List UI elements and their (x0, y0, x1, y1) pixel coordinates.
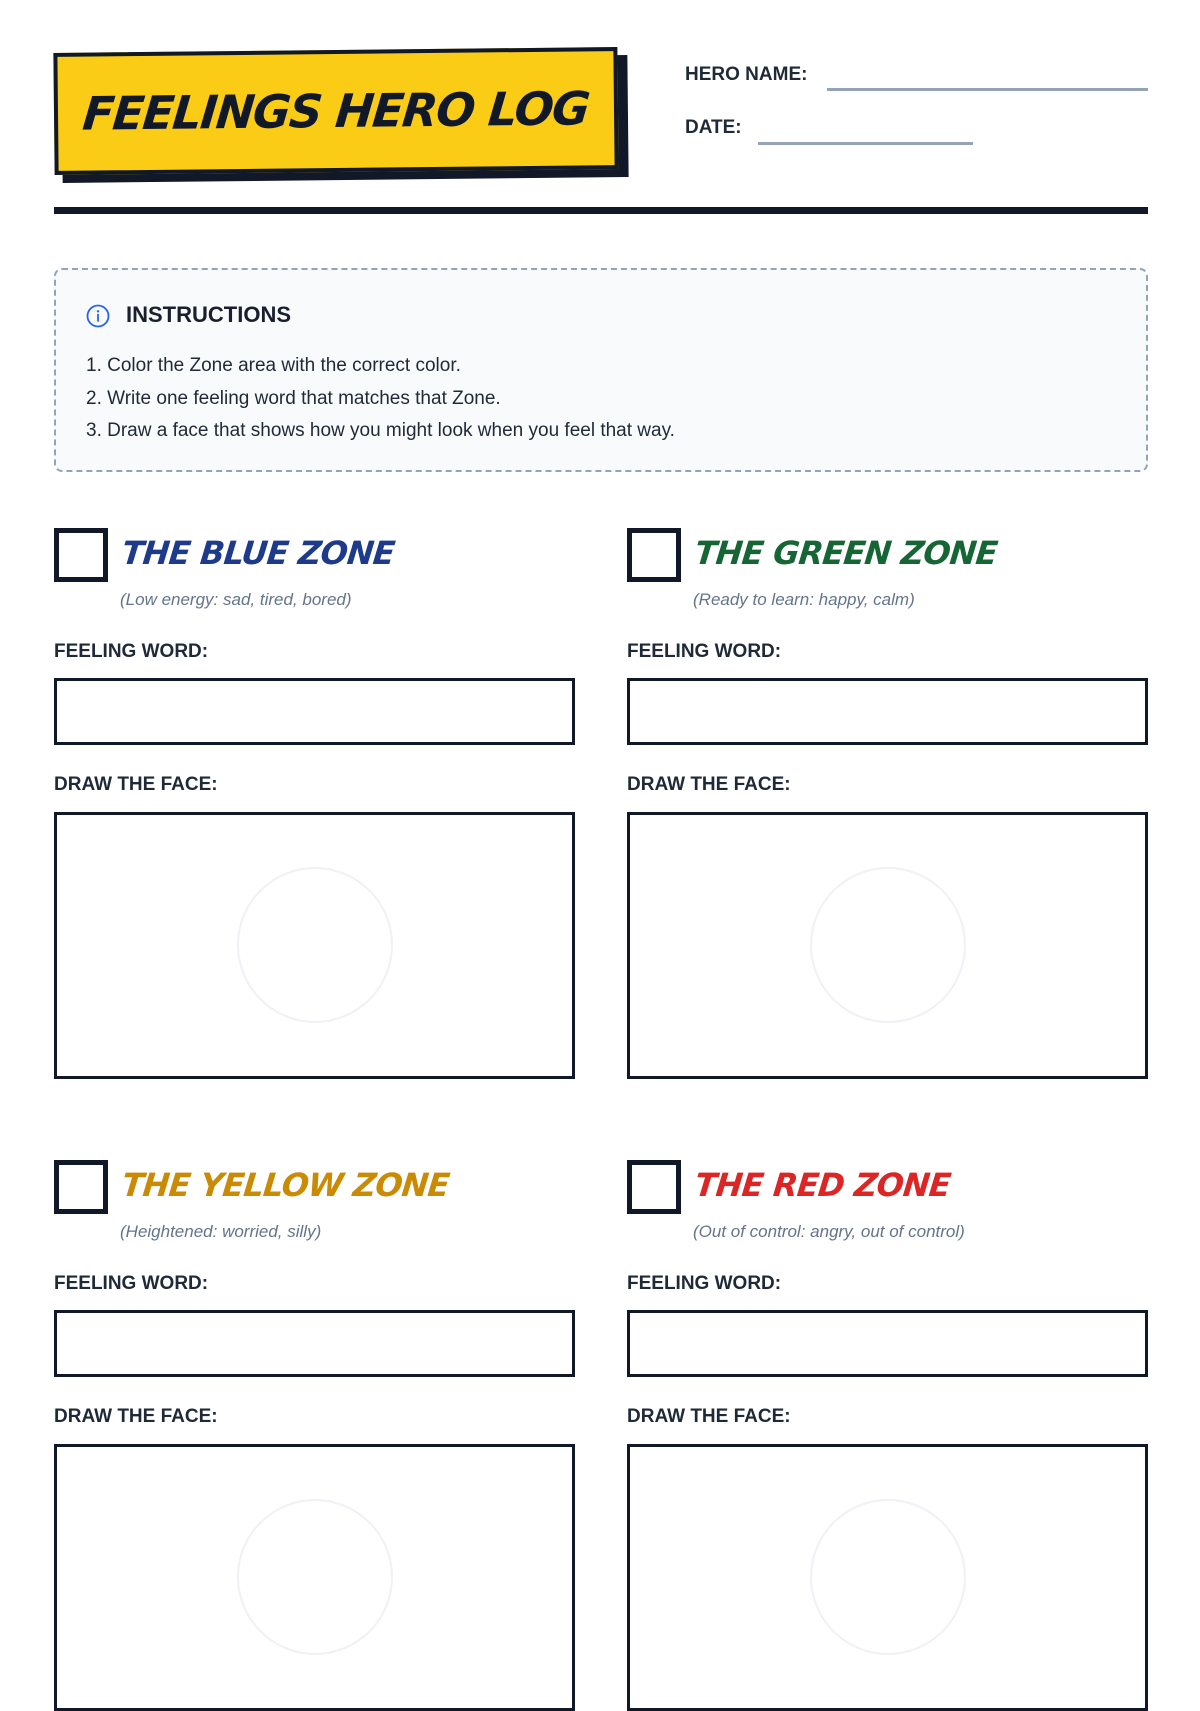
zone-green-draw-face-box[interactable] (627, 812, 1148, 1079)
draw-face-label: DRAW THE FACE: (54, 774, 218, 795)
zone-red-draw-face-box[interactable] (627, 1444, 1148, 1711)
zone-green-feeling-word-box[interactable] (627, 678, 1148, 745)
header-divider (54, 207, 1148, 214)
zone-green-checkbox[interactable] (627, 528, 681, 582)
zone-green-subtitle: (Ready to learn: happy, calm) (693, 590, 915, 609)
zone-blue-draw-face-box[interactable] (54, 812, 575, 1079)
zone-red-feeling-word-box[interactable] (627, 1310, 1148, 1377)
hero-name-label: HERO NAME: (685, 64, 808, 85)
instructions-title: INSTRUCTIONS (126, 302, 291, 327)
face-guide-circle (237, 867, 393, 1023)
zone-blue-title: THE BLUE ZONE (120, 534, 397, 572)
instruction-step: 2. Write one feeling word that matches that Zone. (86, 387, 501, 409)
instruction-step: 3. Draw a face that shows how you might look when you feel that way. (86, 420, 675, 441)
title-banner (54, 50, 638, 190)
instructions-list (86, 350, 675, 448)
zone-red-title: THE RED ZONE (693, 1166, 953, 1204)
hero-name-field[interactable] (827, 88, 1148, 91)
zone-yellow-feeling-word-box[interactable] (54, 1310, 575, 1377)
zone-red-checkbox[interactable] (627, 1160, 681, 1214)
face-guide-circle (810, 1499, 966, 1655)
info-icon (86, 304, 110, 328)
title-banner-box (53, 47, 618, 175)
draw-face-label: DRAW THE FACE: (627, 1406, 791, 1427)
zone-blue-feeling-word-box[interactable] (54, 678, 575, 745)
zone-yellow-draw-face-box[interactable] (54, 1444, 575, 1711)
zone-blue-checkbox[interactable] (54, 528, 108, 582)
zone-blue-subtitle: (Low energy: sad, tired, bored) (120, 590, 352, 609)
zone-green-title: THE GREEN ZONE (693, 534, 1000, 572)
draw-face-label: DRAW THE FACE: (627, 774, 791, 795)
feeling-word-label: FEELING WORD: (627, 1273, 782, 1294)
feeling-word-label: FEELING WORD: (627, 641, 782, 662)
zone-yellow-title: THE YELLOW ZONE (120, 1166, 451, 1204)
instruction-step: 1. Color the Zone area with the correct color. (86, 355, 461, 376)
zone-yellow-checkbox[interactable] (54, 1160, 108, 1214)
date-field[interactable] (758, 142, 973, 145)
feeling-word-label: FEELING WORD: (54, 1273, 209, 1294)
zone-yellow-subtitle: (Heightened: worried, silly) (120, 1222, 322, 1241)
zone-red-subtitle: (Out of control: angry, out of control) (693, 1222, 965, 1241)
feeling-word-label: FEELING WORD: (54, 641, 209, 662)
instructions-panel (54, 268, 1148, 472)
draw-face-label: DRAW THE FACE: (54, 1406, 218, 1427)
page-title: FEELINGS HERO LOG (80, 81, 592, 141)
date-label: DATE: (685, 117, 742, 138)
face-guide-circle (810, 867, 966, 1023)
face-guide-circle (237, 1499, 393, 1655)
